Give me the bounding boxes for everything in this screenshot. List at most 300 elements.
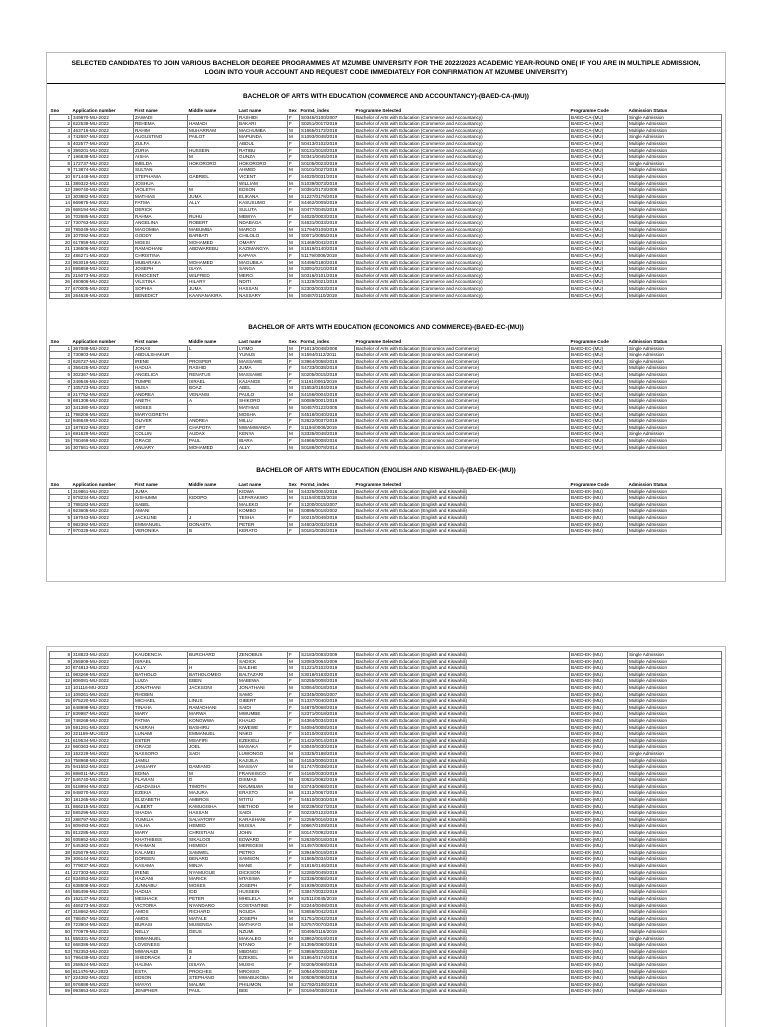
cell-programme-selected: Bachelor of Arts with Education (Economics and Commerce) [355, 352, 570, 359]
cell-form4-index: S2792/0108/2019 [300, 981, 355, 988]
cell-last-name: LYIMO [238, 345, 288, 352]
cell-sno: 37 [50, 843, 72, 850]
cell-last-name: KIWEWE [238, 724, 288, 731]
cell-sex: F [288, 437, 300, 444]
cell-application-number: 341380-MU-2022 [72, 404, 134, 411]
cell-programme-selected: Bachelor of Arts with Education (Commerce and Accountancy) [355, 286, 570, 293]
table-row [50, 915, 722, 922]
table-row [50, 147, 722, 154]
cell-programme-selected: Bachelor of Arts with Education (English and Kiswahili) [355, 895, 570, 902]
cell-programme-selected: Bachelor of Arts with Education (Commerce and Accountancy) [355, 246, 570, 253]
cell-application-number: 109261-MU-2022 [72, 691, 134, 698]
cell-form4-index: P1613/0048/2008 [300, 345, 355, 352]
table-row [50, 187, 722, 194]
cell-admission-status: Multiple Admission [628, 226, 722, 233]
cell-admission-status: Multiple Admission [628, 391, 722, 398]
cell-programme-code: BAED-EK-(MU) [570, 803, 628, 810]
cell-sno: 18 [50, 226, 72, 233]
table-row [50, 783, 722, 790]
cell-admission-status: Multiple Admission [628, 167, 722, 174]
cell-form4-index: S0194/0038/2019 [300, 988, 355, 995]
cell-first-name: MUSA [134, 385, 188, 392]
table-row [50, 206, 722, 213]
cell-admission-status: Single Admission [628, 352, 722, 359]
table-row [50, 431, 722, 438]
cell-form4-index: S1395/0080/2019 [300, 942, 355, 949]
cell-form4-index: S1594/0112/2011 [300, 352, 355, 359]
cell-sno: 39 [50, 856, 72, 863]
cell-first-name: EMMANUEL [134, 935, 188, 942]
table-row [50, 981, 722, 988]
cell-sex: M [288, 975, 300, 982]
cell-programme-selected: Bachelor of Arts with Education (English and Kiswahili) [355, 521, 570, 528]
cell-application-number: 318823-MU-2022 [72, 652, 134, 659]
cell-first-name: NASRAH [134, 724, 188, 731]
cell-application-number: 960363-MU-2022 [72, 744, 134, 751]
cell-programme-code: BAED-EK-(MU) [570, 823, 628, 830]
cell-programme-selected: Bachelor of Arts with Education (English and Kiswahili) [355, 889, 570, 896]
cell-sno: 1 [50, 114, 72, 121]
cell-last-name: MTITU [238, 797, 288, 804]
cell-last-name: BALTAZARI [238, 671, 288, 678]
cell-programme-code: BAED-EC-(MU) [570, 431, 628, 438]
cell-sno: 3 [50, 358, 72, 365]
table-row [50, 757, 722, 764]
cell-sex: M [288, 167, 300, 174]
cell-first-name: MOSES [134, 404, 188, 411]
cell-programme-code: BAED-EK-(MU) [570, 750, 628, 757]
cell-middle-name [188, 404, 238, 411]
cell-last-name: YUNUS [238, 352, 288, 359]
cell-last-name: KHALID [238, 717, 288, 724]
cell-sno: 16 [50, 444, 72, 451]
cell-last-name: NDITI [238, 279, 288, 286]
cell-sex: F [288, 200, 300, 207]
cell-admission-status: Multiple Admission [628, 731, 722, 738]
cell-sex: M [288, 266, 300, 273]
cell-middle-name: DONASTA [188, 521, 238, 528]
cell-programme-code: BAED-EC-(MU) [570, 411, 628, 418]
cell-last-name: ERASTO [238, 790, 288, 797]
column-header: Middle name [188, 482, 238, 488]
cell-admission-status: Multiple Admission [628, 797, 722, 804]
cell-first-name: KHATHIBISS [134, 836, 188, 843]
cell-programme-selected: Bachelor of Arts with Education (English and Kiswahili) [355, 915, 570, 922]
cell-first-name: ANUARY [134, 444, 188, 451]
cell-sex: M [288, 665, 300, 672]
cell-sno: 47 [50, 909, 72, 916]
document-header [47, 53, 725, 84]
cell-sno: 6 [50, 147, 72, 154]
cell-programme-code: BAED-EK-(MU) [570, 810, 628, 817]
cell-last-name: KAJANGE [238, 378, 288, 385]
cell-application-number: 742697-MU-2022 [72, 134, 134, 141]
table-row [50, 684, 722, 691]
cell-programme-selected: Bachelor of Arts with Education (Commerce and Accountancy) [355, 253, 570, 260]
cell-first-name: MWANAIDI [134, 948, 188, 955]
cell-middle-name: RASHID [188, 365, 238, 372]
cell-admission-status: Multiple Admission [628, 658, 722, 665]
column-header: First name [134, 108, 188, 114]
cell-first-name: IRENE [134, 358, 188, 365]
cell-sex: M [288, 272, 300, 279]
cell-sno: 22 [50, 744, 72, 751]
cell-sno: 41 [50, 869, 72, 876]
cell-middle-name [188, 253, 238, 260]
column-header: Form4_index [300, 108, 355, 114]
cell-programme-selected: Bachelor of Arts with Education (English and Kiswahili) [355, 704, 570, 711]
cell-programme-code: BAED-EK-(MU) [570, 790, 628, 797]
cell-last-name: JOHN [238, 830, 288, 837]
cell-middle-name: BURCHARD [188, 652, 238, 659]
cell-form4-index: S0181/0035/2019 [300, 528, 355, 535]
table-row [50, 863, 722, 870]
cell-last-name: MERO [238, 272, 288, 279]
cell-middle-name [188, 508, 238, 515]
cell-programme-code: BAED-EK-(MU) [570, 915, 628, 922]
cell-application-number: 866215-MU-2022 [72, 803, 134, 810]
cell-programme-selected: Bachelor of Arts with Education (English and Kiswahili) [355, 909, 570, 916]
cell-last-name: PHILIMON [238, 981, 288, 988]
cell-sex: F [288, 253, 300, 260]
cell-sno: 48 [50, 915, 72, 922]
cell-form4-index: S1816/0146/2019 [300, 863, 355, 870]
table-row [50, 731, 722, 738]
column-header: Middle name [188, 108, 238, 114]
cell-last-name: MACHUMBA [238, 127, 288, 134]
cell-sno: 5 [50, 371, 72, 378]
cell-last-name: MALEKO [238, 501, 288, 508]
section-title-commerce-accountancy: BACHELOR OF ARTS WITH EDUCATION (COMMERCE AND ACCOUNTANCY)-(BAED-CA-(MU)) [243, 93, 529, 100]
cell-programme-code: BAED-EK-(MU) [570, 816, 628, 823]
cell-application-number: 723904-MU-2022 [72, 922, 134, 929]
cell-first-name: SOPHIA [134, 286, 188, 293]
cell-middle-name: MARICK [188, 876, 238, 883]
cell-application-number: 389322-MU-2022 [72, 180, 134, 187]
cell-middle-name: ALLY [188, 200, 238, 207]
cell-first-name: JOSHUA [134, 180, 188, 187]
cell-sno: 30 [50, 797, 72, 804]
cell-form4-index: S0509/0096/2019 [300, 975, 355, 982]
cell-sno: 13 [50, 193, 72, 200]
cell-application-number: 983266-MU-2022 [72, 671, 134, 678]
cell-programme-code: BAED-EK-(MU) [570, 922, 628, 929]
table-row [50, 391, 722, 398]
cell-last-name: JONATHANI [238, 684, 288, 691]
cell-admission-status: Multiple Admission [628, 437, 722, 444]
table-row [50, 711, 722, 718]
cell-programme-selected: Bachelor of Arts with Education (English and Kiswahili) [355, 928, 570, 935]
cell-sno: 23 [50, 259, 72, 266]
cell-first-name: RAHIM [134, 127, 188, 134]
cell-first-name: ESTA [134, 968, 188, 975]
cell-admission-status: Multiple Admission [628, 678, 722, 685]
cell-last-name: PETER [238, 521, 288, 528]
cell-sex: F [288, 737, 300, 744]
cell-form4-index: S4020/0003/2019 [300, 213, 355, 220]
cell-programme-code: BAED-EK-(MU) [570, 737, 628, 744]
cell-programme-code: BAED-CA-(MU) [570, 134, 628, 141]
cell-form4-index: S3757/0070/2019 [300, 922, 355, 929]
cell-application-number: 809493-MU-2022 [72, 823, 134, 830]
cell-application-number: 796439-MU-2022 [72, 955, 134, 962]
cell-middle-name [188, 691, 238, 698]
cell-middle-name: PROSPER [188, 358, 238, 365]
cell-first-name: JAMILI [134, 757, 188, 764]
cell-programme-code: BAED-EC-(MU) [570, 444, 628, 451]
cell-first-name: NASSORO [134, 750, 188, 757]
cell-sex: M [288, 915, 300, 922]
cell-application-number: 788183-MU-2022 [72, 501, 134, 508]
table-row [50, 942, 722, 949]
table-row [50, 935, 722, 942]
cell-first-name: AISHA [134, 154, 188, 161]
cell-middle-name: DEUS [188, 928, 238, 935]
cell-middle-name: M [188, 770, 238, 777]
cell-sno: 55 [50, 961, 72, 968]
cell-programme-code: BAED-EK-(MU) [570, 777, 628, 784]
cell-admission-status: Multiple Admission [628, 876, 722, 883]
cell-form4-index: S2622/0037/2019 [300, 418, 355, 425]
cell-first-name: FATMA [134, 717, 188, 724]
cell-sex: F [288, 398, 300, 405]
cell-first-name: COLLIN [134, 431, 188, 438]
cell-programme-code: BAED-EK-(MU) [570, 876, 628, 883]
cell-last-name: SAMSON [238, 856, 288, 863]
cell-last-name: MASAKA [238, 744, 288, 751]
cell-form4-index: S2183/0083/2009 [300, 652, 355, 659]
cell-sex: F [288, 948, 300, 955]
table-row [50, 411, 722, 418]
cell-last-name: NDABAGA [238, 220, 288, 227]
cell-middle-name: HEMED [188, 823, 238, 830]
cell-first-name: MARY [134, 830, 188, 837]
cell-first-name: KALAMEI [134, 849, 188, 856]
cell-first-name: KAUDENCIA [134, 652, 188, 659]
cell-first-name: CHRISTINA [134, 253, 188, 260]
cell-first-name: ABDULSHAKUR [134, 352, 188, 359]
column-header: Sno [50, 482, 72, 488]
cell-last-name: OMARY [238, 239, 288, 246]
cell-programme-code: BAED-EK-(MU) [570, 528, 628, 535]
cell-programme-selected: Bachelor of Arts with Education (English and Kiswahili) [355, 856, 570, 863]
cell-programme-selected: Bachelor of Arts with Education (English and Kiswahili) [355, 731, 570, 738]
cell-application-number: 681308-MU-2022 [72, 398, 134, 405]
cell-sno: 36 [50, 836, 72, 843]
cell-admission-status: Multiple Admission [628, 508, 722, 515]
cell-admission-status: Multiple Admission [628, 495, 722, 502]
cell-sex: M [288, 671, 300, 678]
cell-form4-index: S1154/0033/2018 [300, 495, 355, 502]
cell-middle-name: PAILOT [188, 134, 238, 141]
cell-programme-code: BAED-EK-(MU) [570, 652, 628, 659]
cell-programme-selected: Bachelor of Arts with Education (Economics and Commerce) [355, 424, 570, 431]
cell-form4-index: S1194/0006/2019 [300, 424, 355, 431]
cell-admission-status: Multiple Admission [628, 823, 722, 830]
cell-first-name: RHOBIN [134, 691, 188, 698]
cell-sex: M [288, 790, 300, 797]
cell-first-name: SHEDRACK [134, 955, 188, 962]
cell-first-name: ANGELICA [134, 371, 188, 378]
cell-programme-selected: Bachelor of Arts with Education (English and Kiswahili) [355, 501, 570, 508]
cell-form4-index: S3018/0163/2019 [300, 671, 355, 678]
cell-form4-index: S3335/0048/2019 [300, 431, 355, 438]
cell-first-name: FATMA [134, 200, 188, 207]
cell-sno: 17 [50, 220, 72, 227]
cell-middle-name [188, 206, 238, 213]
cell-programme-code: BAED-EK-(MU) [570, 928, 628, 935]
cell-application-number: 215073-MU-2022 [72, 272, 134, 279]
cell-middle-name [188, 352, 238, 359]
cell-sno: 14 [50, 200, 72, 207]
cell-admission-status: Multiple Admission [628, 830, 722, 837]
cell-admission-status: Multiple Admission [628, 404, 722, 411]
cell-form4-index: S2511/0045/2019 [300, 895, 355, 902]
cell-first-name: VERONIKA [134, 528, 188, 535]
cell-application-number: 402577-MU-2022 [72, 140, 134, 147]
cell-sex: M [288, 698, 300, 705]
cell-middle-name: B [188, 948, 238, 955]
cell-middle-name: MUSENGA [188, 922, 238, 929]
cell-first-name: AUGUSTINO [134, 134, 188, 141]
cell-form4-index: S2371/0018/2019 [300, 711, 355, 718]
cell-programme-code: BAED-EK-(MU) [570, 981, 628, 988]
cell-application-number: 463716-MU-2022 [72, 127, 134, 134]
cell-programme-code: BAED-CA-(MU) [570, 239, 628, 246]
cell-programme-code: BAED-EK-(MU) [570, 495, 628, 502]
cell-programme-code: BAED-EK-(MU) [570, 988, 628, 995]
cell-application-number: 224382-MU-2022 [72, 975, 134, 982]
cell-first-name: INNOCENT [134, 272, 188, 279]
cell-sno: 35 [50, 830, 72, 837]
cell-form4-index: S2258/0016/2019 [300, 816, 355, 823]
column-header: Application number [72, 482, 134, 488]
cell-sex: F [288, 514, 300, 521]
cell-programme-selected: Bachelor of Arts with Education (Economics and Commerce) [355, 431, 570, 438]
cell-application-number: 101116-MU-2022 [72, 684, 134, 691]
cell-sno: 8 [50, 391, 72, 398]
table-row [50, 114, 722, 121]
cell-application-number: 625079-MU-2022 [72, 849, 134, 856]
cell-form4-index: S4631/0033/2019 [300, 220, 355, 227]
cell-first-name: HAZIANI [134, 876, 188, 883]
cell-form4-index: S1497/0058/2019 [300, 843, 355, 850]
cell-form4-index: S2336/0058/2019 [300, 876, 355, 883]
cell-form4-index: S0495/0116/2019 [300, 928, 355, 935]
cell-sno: 12 [50, 187, 72, 194]
cell-middle-name [188, 411, 238, 418]
cell-middle-name [188, 942, 238, 949]
cell-last-name: MEREGESI [238, 843, 288, 850]
cell-first-name: KISHUMM [134, 495, 188, 502]
column-header: Admission Status [628, 108, 722, 114]
cell-programme-code: BAED-CA-(MU) [570, 272, 628, 279]
table-row [50, 193, 722, 200]
cell-last-name: MABEWA [238, 678, 288, 685]
cell-middle-name: H [188, 665, 238, 672]
cell-middle-name: JUMA [188, 193, 238, 200]
cell-sex: F [288, 863, 300, 870]
cell-middle-name: RENATUS [188, 371, 238, 378]
cell-form4-index: S1939/0028/2019 [300, 882, 355, 889]
cell-programme-code: BAED-EK-(MU) [570, 501, 628, 508]
table-row [50, 830, 722, 837]
table-row [50, 724, 722, 731]
cell-sex: M [288, 981, 300, 988]
cell-application-number: 648998-MU-2022 [72, 704, 134, 711]
column-header: Form4_index [300, 482, 355, 488]
table-row [50, 948, 722, 955]
cell-first-name: GIFT [134, 424, 188, 431]
cell-last-name: NNKO [238, 731, 288, 738]
cell-form4-index: S0131/0018/2019 [300, 147, 355, 154]
cell-sex: F [288, 424, 300, 431]
table-row [50, 134, 722, 141]
cell-middle-name: MINJA [188, 863, 238, 870]
cell-programme-code: BAED-EK-(MU) [570, 843, 628, 850]
cell-sno: 10 [50, 404, 72, 411]
cell-form4-index: S1329/0021/2019 [300, 279, 355, 286]
cell-application-number: 196838-MU-2022 [72, 154, 134, 161]
cell-programme-selected: Bachelor of Arts with Education (English and Kiswahili) [355, 882, 570, 889]
cell-programme-selected: Bachelor of Arts with Education (English and Kiswahili) [355, 770, 570, 777]
table-row [50, 961, 722, 968]
cell-form4-index: S1751/0042/2019 [300, 915, 355, 922]
cell-last-name: RATIBU [238, 147, 288, 154]
cell-last-name: SANGA [238, 266, 288, 273]
cell-programme-code: BAED-CA-(MU) [570, 246, 628, 253]
cell-sex: F [288, 187, 300, 194]
cell-admission-status: Multiple Admission [628, 154, 722, 161]
cell-sex: F [288, 731, 300, 738]
cell-form4-index: S3091/0210/2018 [300, 266, 355, 273]
cell-form4-index: S4160/0030/2019 [300, 770, 355, 777]
cell-admission-status: Multiple Admission [628, 180, 722, 187]
cell-last-name: PETRO [238, 849, 288, 856]
cell-last-name: EZEKIEL [238, 955, 288, 962]
section-title-english-kiswahili: BACHELOR OF ARTS WITH EDUCATION (ENGLISH AND KISWAHILI)-(BAED-EK-(MU)) [256, 467, 516, 474]
cell-application-number: 806081-MU-2022 [72, 678, 134, 685]
column-header: Admission Status [628, 339, 722, 345]
cell-sno: 51 [50, 935, 72, 942]
cell-last-name: SAIDI [238, 704, 288, 711]
cell-sex: F [288, 121, 300, 128]
cell-last-name: LUWONGO [238, 750, 288, 757]
cell-form4-index: S0316/0101/2019 [300, 272, 355, 279]
cell-admission-status: Multiple Admission [628, 968, 722, 975]
cell-programme-code: BAED-EC-(MU) [570, 404, 628, 411]
cell-sex: F [288, 114, 300, 121]
table-row [50, 652, 722, 659]
cell-first-name: ANETH [134, 398, 188, 405]
cell-programme-code: BAED-CA-(MU) [570, 233, 628, 240]
cell-admission-status: Single Admission [628, 345, 722, 352]
cell-admission-status: Multiple Admission [628, 928, 722, 935]
cell-last-name: JOSEPH [238, 882, 288, 889]
cell-sno: 7 [50, 385, 72, 392]
table-row [50, 856, 722, 863]
cell-admission-status: Multiple Admission [628, 371, 722, 378]
cell-last-name: TESHA [238, 514, 288, 521]
column-header: Programme Code [570, 482, 628, 488]
cell-form4-index: S4870/0068/2019 [300, 704, 355, 711]
table-row [50, 528, 722, 535]
cell-programme-code: BAED-EK-(MU) [570, 711, 628, 718]
cell-application-number: 993853-MU-2022 [72, 988, 134, 995]
cell-sex: F [288, 173, 300, 180]
table-row [50, 253, 722, 260]
cell-programme-code: BAED-CA-(MU) [570, 147, 628, 154]
